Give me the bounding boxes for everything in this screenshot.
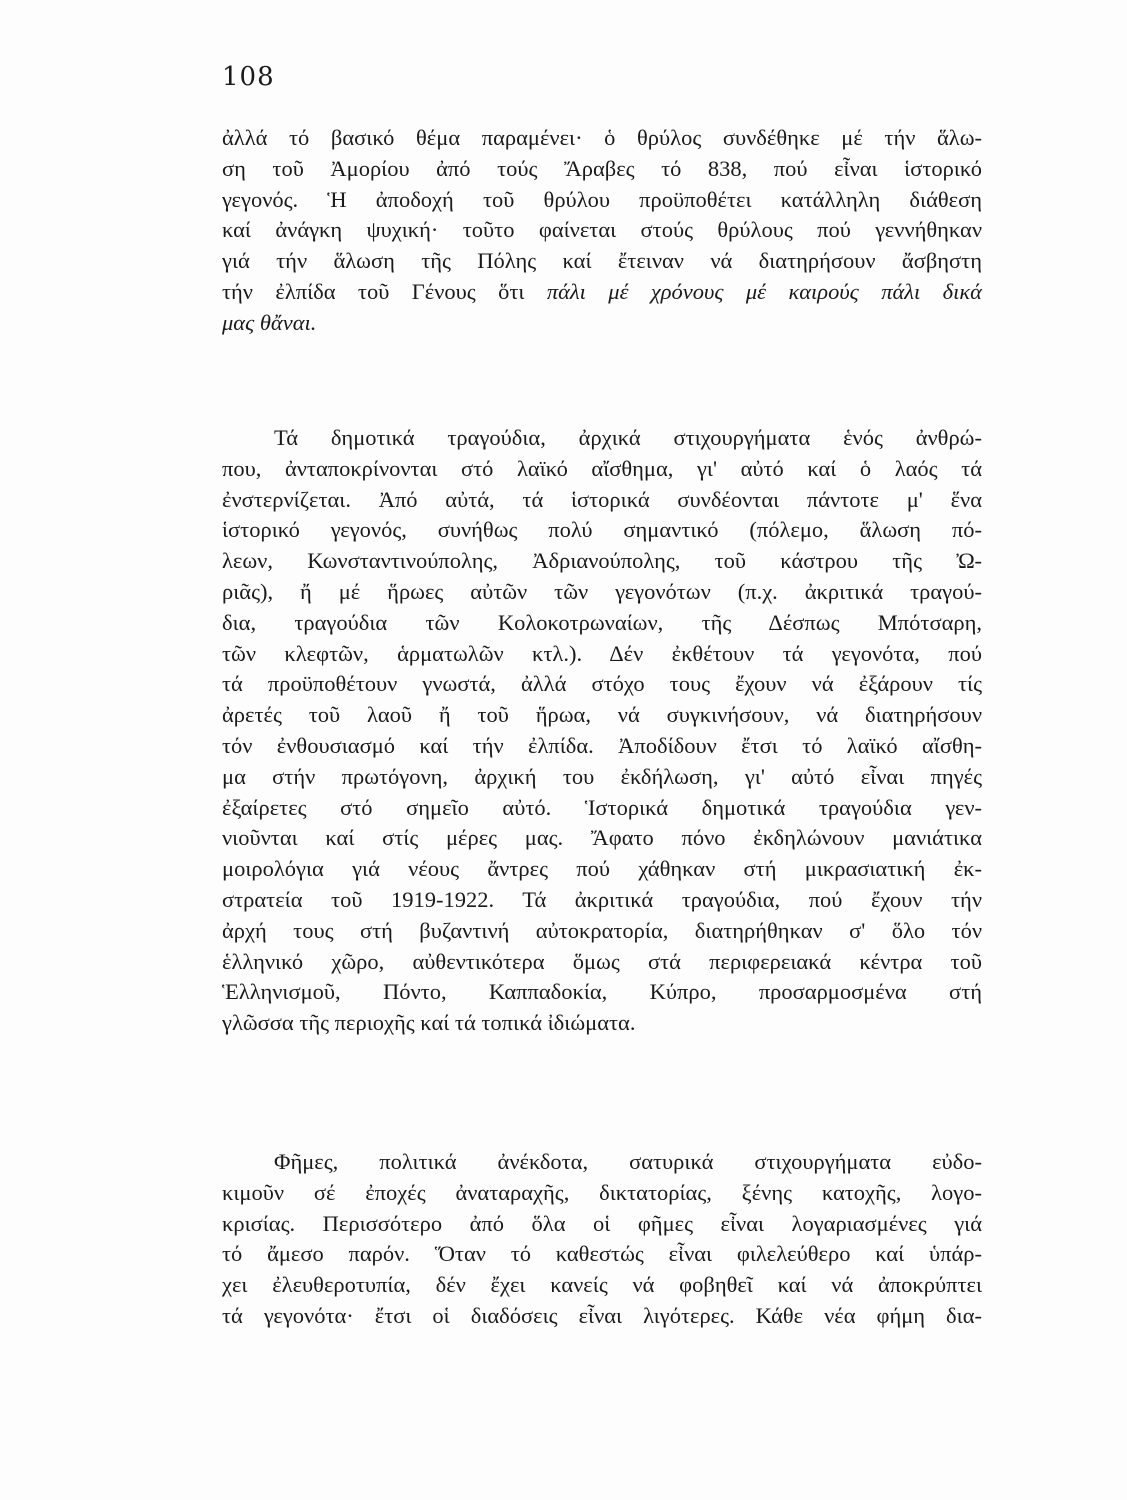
text-line: ριᾶς), ἤ μέ ἥρωες αὐτῶν τῶν γεγονότων (π.χ. ἀκριτικά τραγού- [222, 578, 982, 604]
text-line: χει ἐλευθεροτυπία, δέν ἔχει κανείς νά φοβηθεῖ καί νά ἀποκρύπτει [222, 1272, 982, 1298]
text-line: καί ἀνάγκη ψυχική· τοῦτο φαίνεται στούς θρύλους πού γεννήθηκαν [222, 217, 982, 243]
text-line: μοιρολόγια γιά νέους ἄντρες πού χάθηκαν στή μικρασιατική ἐκ- [222, 856, 982, 882]
italic-quote: πάλι μέ χρόνους μέ καιρούς πάλι δικά [546, 278, 982, 304]
text-line: Ἑλληνισμοῦ, Πόντο, Καππαδοκία, Κύπρο, προσαρμοσμένα στή [222, 979, 982, 1005]
text-line: γεγονός. Ἡ ἀποδοχή τοῦ θρύλου προϋποθέτει κατάλληλη διάθεση [222, 186, 982, 212]
text-line: ἑλληνικό χῶρο, αὐθεντικότερα ὅμως στά περιφερειακά κέντρα τοῦ [222, 948, 982, 974]
italic-quote: μας θἄναι. [222, 309, 317, 335]
text-line: τά γεγονότα· ἔτσι οἱ διαδόσεις εἶναι λιγότερες. Κάθε νέα φήμη δια- [222, 1302, 982, 1328]
text-line: νιοῦνται καί στίς μέρες μας. Ἄφατο πόνο ἐκδηλώνουν μανιάτικα [222, 825, 982, 851]
text-line: τά προϋποθέτουν γνωστά, ἀλλά στόχο τους ἔχουν νά ἐξάρουν τίς [222, 671, 982, 697]
text-line: δια, τραγούδια τῶν Κολοκοτρωναίων, τῆς Δέσπως Μπότσαρη, [222, 609, 982, 635]
text-line: στρατεία τοῦ 1919-1922. Τά ἀκριτικά τραγούδια, πού ἔχουν τήν [222, 886, 982, 912]
text-line-italic [222, 308, 982, 339]
text-line: μα στήν πρωτόγονη, ἀρχική του ἐκδήλωση, γι' αὐτό εἶναι πηγές [222, 763, 982, 789]
text-line: ἀρετές τοῦ λαοῦ ἤ τοῦ ἥρωα, νά συγκινήσουν, νά διατηρήσουν [222, 702, 982, 728]
paragraph-3 [222, 1147, 982, 1332]
paragraph-2 [222, 423, 982, 1039]
text-line: ἀρχή τους στή βυζαντινή αὐτοκρατορία, διατηρήθηκαν σ' ὅλο τόν [222, 917, 982, 943]
text-line: γιά τήν ἅλωση τῆς Πόλης καί ἔτειναν νά διατηρήσουν ἄσβηστη [222, 248, 982, 274]
page-number: 108 [222, 62, 275, 92]
text-line: γλῶσσα τῆς περιοχῆς καί τά τοπικά ἰδιώματα. [222, 1010, 636, 1036]
text-fragment: τήν ἐλπίδα τοῦ Γένους ὅτι [222, 278, 547, 304]
text-line: τῶν κλεφτῶν, ἁρματωλῶν κτλ.). Δέν ἐκθέτουν τά γεγονότα, πού [222, 640, 982, 666]
text-line: ἱστορικό γεγονός, συνήθως πολύ σημαντικό (πόλεμο, ἅλωση πό- [222, 517, 982, 543]
text-line: Τά δημοτικά τραγούδια, ἀρχικά στιχουργήματα ἑνός ἀνθρώ- [274, 425, 982, 450]
text-line: τόν ἐνθουσιασμό καί τήν ἐλπίδα. Ἀποδίδουν ἔτσι τό λαϊκό αἴσθη- [222, 732, 982, 758]
paragraph-1 [222, 123, 982, 339]
text-line: ἐνστερνίζεται. Ἀπό αὐτά, τά ἱστορικά συνδέονται πάντοτε μ' ἕνα [222, 486, 982, 512]
text-line: λεων, Κωνσταντινούπολης, Ἀδριανούπολης, τοῦ κάστρου τῆς Ὠ- [222, 548, 982, 574]
text-line: ση τοῦ Ἀμορίου ἀπό τούς Ἄραβες τό 838, πού εἶναι ἱστορικό [222, 155, 982, 181]
text-line: κρισίας. Περισσότερο ἀπό ὅλα οἱ φῆμες εἶναι λογαριασμένες γιά [222, 1210, 982, 1236]
text-line: που, ἀνταποκρίνονται στό λαϊκό αἴσθημα, γι' αὐτό καί ὁ λαός τά [222, 455, 982, 481]
text-line: κιμοῦν σέ ἐποχές ἀναταραχῆς, δικτατορίας, ξένης κατοχῆς, λογο- [222, 1179, 982, 1205]
text-line: ἀλλά τό βασικό θέμα παραμένει· ὁ θρύλος συνδέθηκε μέ τήν ἅλω- [222, 125, 982, 150]
text-line-mixed [222, 277, 982, 308]
text-line: τό ἄμεσο παρόν. Ὅταν τό καθεστώς εἶναι φιλελεύθερο καί ὑπάρ- [222, 1241, 982, 1267]
text-line: ἐξαίρετες στό σημεῖο αὐτό. Ἱστορικά δημοτικά τραγούδια γεν- [222, 794, 982, 820]
text-line: Φῆμες, πολιτικά ἀνέκδοτα, σατυρικά στιχουργήματα εὐδο- [274, 1149, 982, 1174]
